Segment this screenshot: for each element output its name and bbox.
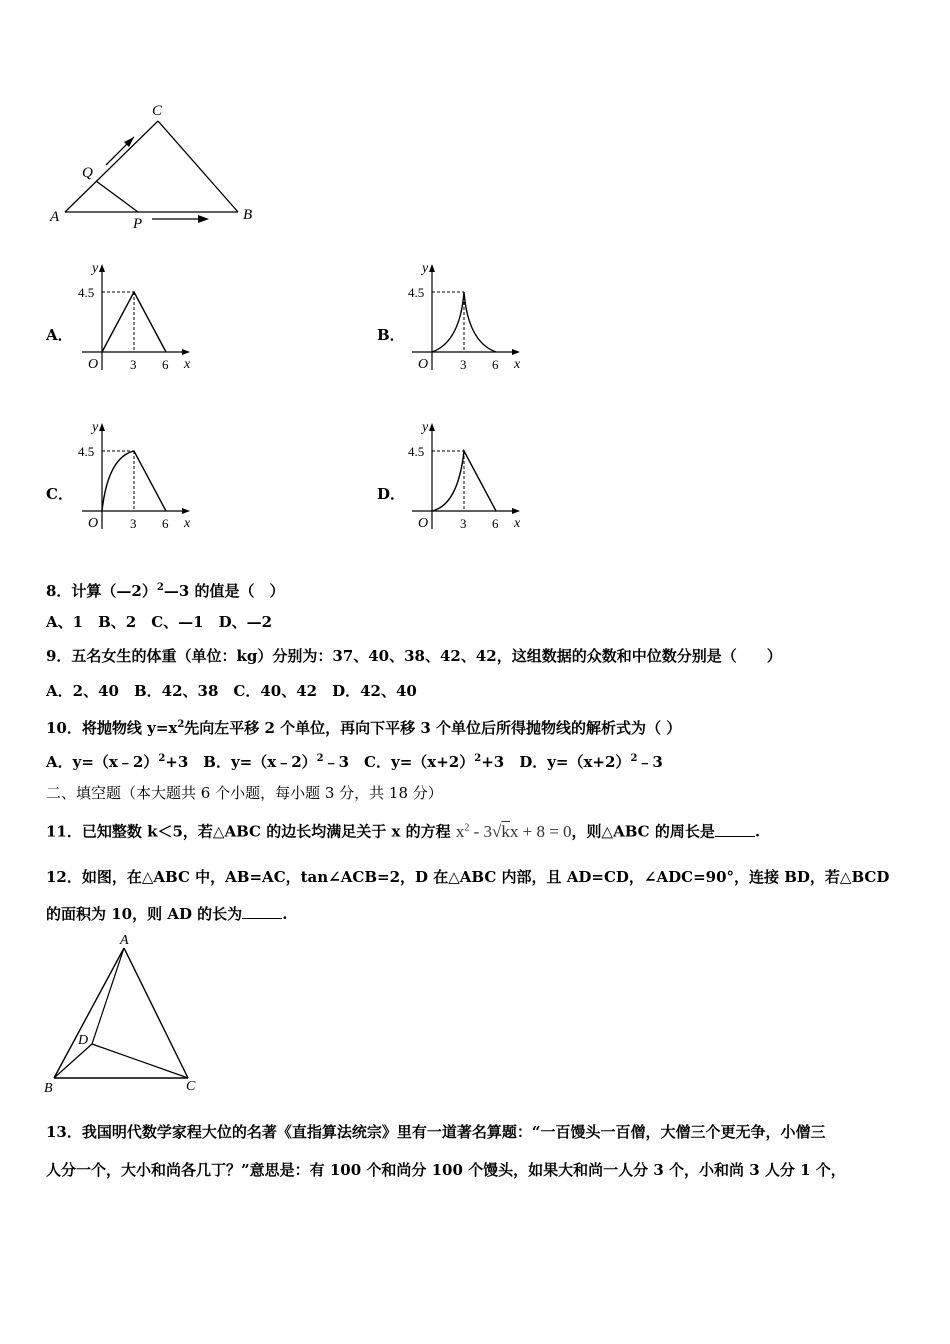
- option-c-label: C．: [46, 485, 73, 503]
- question-10-stem: 10．将抛物线 $y=x^2$先向左平移 2 个单位，再向下平移 3 个单位后所得抛物线的解析式为（ ）: [46, 719, 682, 737]
- svg-text:O: O: [418, 357, 429, 372]
- svg-text:6: 6: [492, 357, 499, 372]
- svg-text:y: y: [422, 261, 429, 276]
- svg-text:x: x: [184, 516, 191, 531]
- option-a-label: A．: [46, 326, 73, 344]
- option-d-label: D．: [377, 485, 406, 503]
- question-12-line-1: 12．如图，在△ABC 中，AB=AC，tan∠ACB=2，D 在△ABC 内部，且 AD=CD，∠ADC=90°，连接 BD，若△BCD: [46, 868, 890, 886]
- label-q: Q: [82, 165, 93, 181]
- label-p: P: [133, 216, 143, 232]
- svg-text:3: 3: [130, 357, 137, 372]
- svg-text:O: O: [88, 516, 99, 531]
- svg-text:4.5: 4.5: [78, 444, 95, 459]
- svg-text:4.5: 4.5: [408, 285, 425, 300]
- question-8-options: A、1 B、2 C、—1 D、—2: [46, 613, 273, 631]
- option-c-graph: [72, 417, 202, 537]
- section-2-heading: 二、填空题（本大题共 6 个小题，每小题 3 分，共 18 分）: [46, 784, 443, 802]
- svg-text:4.5: 4.5: [78, 285, 95, 300]
- label-a: A: [50, 209, 60, 225]
- label-b: B: [243, 207, 253, 223]
- svg-text:6: 6: [162, 516, 169, 531]
- svg-text:x: x: [514, 357, 521, 372]
- svg-text:O: O: [88, 357, 99, 372]
- svg-text:O: O: [418, 516, 429, 531]
- svg-text:x: x: [514, 516, 521, 531]
- question-8-stem: 8．计算（—2）$^2$—3 的值是（ ）: [46, 582, 285, 600]
- answer-blank-12[interactable]: [242, 904, 282, 919]
- question-12-line-2: 的面积为 10，则 AD 的长为 .: [46, 905, 288, 923]
- svg-text:6: 6: [162, 357, 169, 372]
- question-13-line-1: 13．我国明代数学家程大位的名著《直指算法统宗》里有一道著名算题：“一百馒头一百僧，大僧三个更无争，小僧三: [46, 1123, 826, 1141]
- triangle-apq-figure: [40, 95, 270, 235]
- option-d-graph: [402, 417, 532, 537]
- option-a-graph: [72, 258, 202, 378]
- svg-text:4.5: 4.5: [408, 444, 425, 459]
- question-9-options: A．2、40 B．42、38 C．40、42 D．42、40: [46, 682, 417, 700]
- svg-text:3: 3: [130, 516, 137, 531]
- option-b-label: B．: [377, 326, 405, 344]
- question-11-stem: 11．已知整数 k＜5，若△ABC 的边长均满足关于 x 的方程 $x^2 - 3√kx + 8 = 0$，则△ABC 的周长是 .: [46, 821, 761, 841]
- side-ac: [65, 121, 158, 212]
- svg-text:C: C: [186, 1079, 196, 1094]
- answer-blank-11[interactable]: [715, 822, 755, 837]
- side-cb: [158, 121, 238, 212]
- svg-text:D: D: [78, 1033, 89, 1048]
- question-10-options: A．y=（x﹣2）$^2$+3 B．y=（x﹣2）$^2$﹣3 C．$y=(x+2)^2+3$ D．$y=(x+2)^2﹣3$: [46, 753, 663, 771]
- arrow-p-head: [198, 215, 209, 223]
- svg-text:B: B: [44, 1081, 53, 1096]
- question-13-line-2: 人分一个，大小和尚各几丁？”意思是：有 100 个和尚分 100 个馒头，如果大和尚一人分 3 个，小和尚 3 人分 1 个，: [46, 1161, 846, 1179]
- svg-text:6: 6: [492, 516, 499, 531]
- svg-text:y: y: [92, 420, 99, 435]
- triangle-abcd-figure: [40, 930, 210, 1100]
- svg-text:3: 3: [460, 357, 467, 372]
- svg-text:A: A: [120, 933, 129, 948]
- option-b-graph: [402, 258, 532, 378]
- svg-text:y: y: [92, 261, 99, 276]
- question-9-stem: 9．五名女生的体重（单位：kg）分别为：37、40、38、42、42，这组数据的众数和中位数分别是（ ）: [46, 647, 782, 665]
- label-c: C: [152, 103, 163, 119]
- segment-pq: [96, 181, 138, 212]
- svg-text:3: 3: [460, 516, 467, 531]
- svg-text:y: y: [422, 420, 429, 435]
- equation: $x^2 - 3√kx + 8 = 0$: [455, 821, 572, 841]
- svg-text:x: x: [184, 357, 191, 372]
